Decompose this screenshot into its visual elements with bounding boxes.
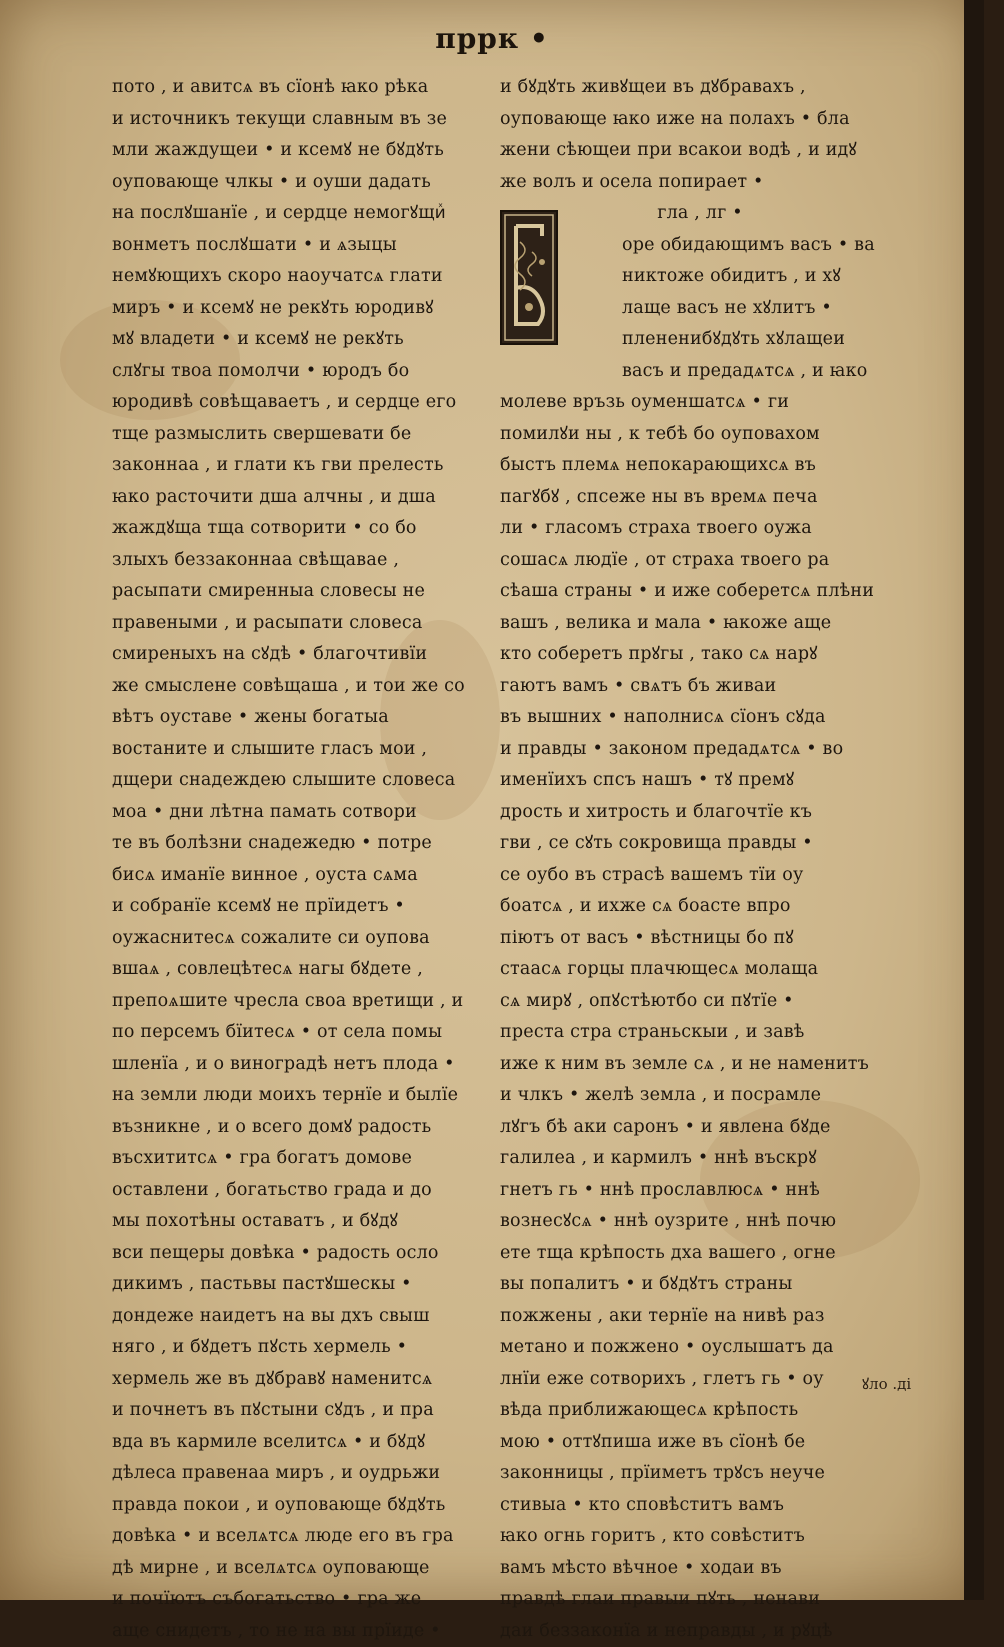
text-line: и источникъ текущи славным въ зе	[112, 104, 502, 136]
text-line: по персемъ бїитесѧ • от села помы	[112, 1017, 502, 1049]
text-line: піютъ от васъ • вѣстницы бо пꙋ	[500, 923, 880, 955]
text-line: ꙗко расточити дша алчны , и дша	[112, 482, 502, 514]
text-line: преста стра страньскыи , и завѣ	[500, 1017, 880, 1049]
text-line: сѣаша страны • и иже соберетсѧ плѣни	[500, 576, 880, 608]
text-line: лꙋгъ бѣ аки саронъ • и явлена бꙋде	[500, 1112, 880, 1144]
text-line: гнетъ гь • ннѣ прославлюсѧ • ннѣ	[500, 1175, 880, 1207]
text-line: и правды • законом предадѧтсѧ • во	[500, 734, 880, 766]
text-line: лаще васъ не хꙋлитъ •	[500, 293, 880, 325]
text-line: же смыслене совѣщаша , и тои же со	[112, 671, 502, 703]
text-line: законнаа , и глати къ гви прелесть	[112, 450, 502, 482]
text-line: мою • оттꙋпиша иже въ сїонѣ бе	[500, 1427, 880, 1459]
text-line: вамъ мѣсто вѣчное • ходаи въ	[500, 1553, 880, 1585]
text-line: на земли люди моихъ тернїе и былїе	[112, 1080, 502, 1112]
text-line: вы попалитъ • и бꙋдꙋтъ страны	[500, 1269, 880, 1301]
text-line: гви , се сꙋть сокровища правды •	[500, 828, 880, 860]
text-line: мы похотѣны оставатъ , и бꙋдꙋ	[112, 1206, 502, 1238]
text-line: вси пещеры довѣка • радость осло	[112, 1238, 502, 1270]
text-line: тще размыслить свершевати бе	[112, 419, 502, 451]
text-line: помилꙋи ны , к тебѣ бо оуповахом	[500, 419, 880, 451]
text-line: миръ • и ксемꙋ не рекꙋть юродивꙋ	[112, 293, 502, 325]
text-line: на послꙋшанїе , и сердце немогꙋщиⷯ	[112, 198, 502, 230]
text-line: моа • дни лѣтна памать сотвори	[112, 797, 502, 829]
text-line: оуповающе члкы • и оуши дадать	[112, 167, 502, 199]
text-line: юродивѣ совѣщаваетъ , и сердце его	[112, 387, 502, 419]
right-column-rest	[500, 387, 880, 1647]
text-line: слꙋгы твоа помолчи • юродъ бо	[112, 356, 502, 388]
text-line: васъ и предадѧтсѧ , и ꙗко	[500, 356, 880, 388]
text-line: дѣлеса правенаа миръ , и оудрьжи	[112, 1458, 502, 1490]
text-line: вшаѧ , совлецѣтесѧ нагы бꙋдете ,	[112, 954, 502, 986]
text-line: аще снидетъ , то не на вы прїиде •	[112, 1616, 502, 1647]
text-line: лнїи еже сотворихъ , глетъ гь • оу	[500, 1364, 880, 1396]
text-line: вознесꙋсѧ • ннѣ оузрите , ннѣ почю	[500, 1206, 880, 1238]
text-line: дикимъ , пастьвы пастꙋшескы •	[112, 1269, 502, 1301]
text-line: метано и пожжено • оуслышатъ да	[500, 1332, 880, 1364]
text-line: галилеа , и кармилъ • ннѣ въскрꙋ	[500, 1143, 880, 1175]
text-line: вѣтъ оуставе • жены богатыа	[112, 702, 502, 734]
text-line: кто соберетъ прꙋгы , тако сѧ нарꙋ	[500, 639, 880, 671]
text-line: ете тща крѣпость дха вашего , огне	[500, 1238, 880, 1270]
text-line: въ вышних • наполнисѧ сїонъ сꙋда	[500, 702, 880, 734]
text-line: жени сѣющеи при всакои водѣ , и идꙋ	[500, 135, 880, 167]
text-line: дщери снадеждею слышите словеса	[112, 765, 502, 797]
text-line: и почнетъ въ пꙋстыни сꙋдъ , и пра	[112, 1395, 502, 1427]
text-line: сѧ мирꙋ , опꙋстѣютбо си пꙋтїе •	[500, 986, 880, 1018]
text-line: дрость и хитрость и благочтїе къ	[500, 797, 880, 829]
left-column	[112, 72, 502, 1647]
text-line: и собранїе ксемꙋ не прїидетъ •	[112, 891, 502, 923]
text-line: никтоже обидитъ , и хꙋ	[500, 261, 880, 293]
text-line: ꙗко огнь горитъ , кто совѣститъ	[500, 1521, 880, 1553]
text-line: плененибꙋдꙋть хꙋлащеи	[500, 324, 880, 356]
text-line: молеве връзь оуменшатсѧ • ги	[500, 387, 880, 419]
text-line: правда покои , и оуповающе бꙋдꙋть	[112, 1490, 502, 1522]
text-line: даи беззаконїа и неправды , и рꙋцѣ	[500, 1616, 880, 1647]
text-line: жаждꙋща тща сотворити • со бо	[112, 513, 502, 545]
text-line: законницы , прїиметъ трꙋсъ неуче	[500, 1458, 880, 1490]
text-line: злыхъ беззаконнаа свѣщавае ,	[112, 545, 502, 577]
ornament-icon	[502, 212, 556, 343]
text-line: сошасѧ людїе , от страха твоего ра	[500, 545, 880, 577]
text-line: вѣда приближающесѧ крѣпость	[500, 1395, 880, 1427]
text-line: стивыа • кто сповѣститъ вамъ	[500, 1490, 880, 1522]
text-line: и бꙋдꙋть живꙋщеи въ дꙋбравахъ ,	[500, 72, 880, 104]
text-line: вашъ , велика и мала • ꙗкоже аще	[500, 608, 880, 640]
text-line: правеными , и расыпати словеса	[112, 608, 502, 640]
text-line: быстъ племѧ непокарающихсѧ въ	[500, 450, 880, 482]
page-edge	[964, 0, 984, 1600]
text-line: оуповающе ꙗко иже на полахъ • бла	[500, 104, 880, 136]
text-line: пожжены , аки тернїе на нивѣ раз	[500, 1301, 880, 1333]
text-line: довѣка • и вселѧтсѧ люде его въ гра	[112, 1521, 502, 1553]
text-line: боатсѧ , и ихже сѧ боасте впро	[500, 891, 880, 923]
text-line: бисѧ иманїе винное , оуста сѧма	[112, 860, 502, 892]
text-line: правдѣ глаи правыи пꙋть , ненави	[500, 1584, 880, 1616]
text-line: пагꙋбꙋ , спсеже ны въ времѧ печа	[500, 482, 880, 514]
right-column-top	[500, 72, 880, 198]
text-line: вда въ кармиле вселитсѧ • и бꙋдꙋ	[112, 1427, 502, 1459]
text-line: немꙋющихъ скоро наоучатсѧ глати	[112, 261, 502, 293]
text-line: те въ болѣзни снадежедю • потре	[112, 828, 502, 860]
text-line: вонметъ послꙋшати • и ѧзыцы	[112, 230, 502, 262]
text-line: възникне , и о всего домꙋ радость	[112, 1112, 502, 1144]
text-line: же волъ и осела попирает •	[500, 167, 880, 199]
text-line: расыпати смиренныа словесы не	[112, 576, 502, 608]
decorated-initial-letter	[500, 210, 558, 345]
text-line: востаните и слышите гласъ мои ,	[112, 734, 502, 766]
text-line: смиреныхъ на сꙋдѣ • благочтивїи	[112, 639, 502, 671]
text-line: мꙋ владети • и ксемꙋ не рекꙋть	[112, 324, 502, 356]
text-line: и почїютъ събогатьство • гра же	[112, 1584, 502, 1616]
text-line: именїихъ спсъ нашъ • тꙋ премꙋ	[500, 765, 880, 797]
text-line: оужаснитесѧ сожалите си оупова	[112, 923, 502, 955]
text-line: иже к ним въ земле сѧ , и не наменитъ	[500, 1049, 880, 1081]
text-line: дондеже наидетъ на вы дхъ свыш	[112, 1301, 502, 1333]
text-line: хермель же въ дꙋбравꙋ наменитсѧ	[112, 1364, 502, 1396]
text-line: ли • гласомъ страха твоего оужа	[500, 513, 880, 545]
text-line: оставлени , богатьство града и до	[112, 1175, 502, 1207]
text-line: гаютъ вамъ • свѧтъ бъ живаи	[500, 671, 880, 703]
chapter-heading: гла , лг •	[500, 198, 880, 230]
text-line: стаасѧ горцы плачющесѧ молаща	[500, 954, 880, 986]
text-line: се оубо въ страсѣ вашемъ тїи оу	[500, 860, 880, 892]
text-line: оре обидающимъ васъ • ва	[500, 230, 880, 262]
text-line: дѣ мирне , и вселѧтсѧ оуповающе	[112, 1553, 502, 1585]
text-line: пото , и авитсѧ въ сїонѣ ꙗко рѣка	[112, 72, 502, 104]
text-line: въсхититсѧ • гра богатъ домове	[112, 1143, 502, 1175]
text-line: препоѧшите чресла своа вретищи , и	[112, 986, 502, 1018]
text-line: и члкъ • желѣ земла , и посрамле	[500, 1080, 880, 1112]
text-line: мли жаждущеи • и ксемꙋ не бꙋдꙋть	[112, 135, 502, 167]
text-line: няго , и бꙋдетъ пꙋсть хермель •	[112, 1332, 502, 1364]
margin-note: ꙋло .ді	[862, 1374, 911, 1394]
page-header: пррк •	[0, 22, 984, 55]
text-line: шленїа , и о виноградѣ нетъ плода •	[112, 1049, 502, 1081]
